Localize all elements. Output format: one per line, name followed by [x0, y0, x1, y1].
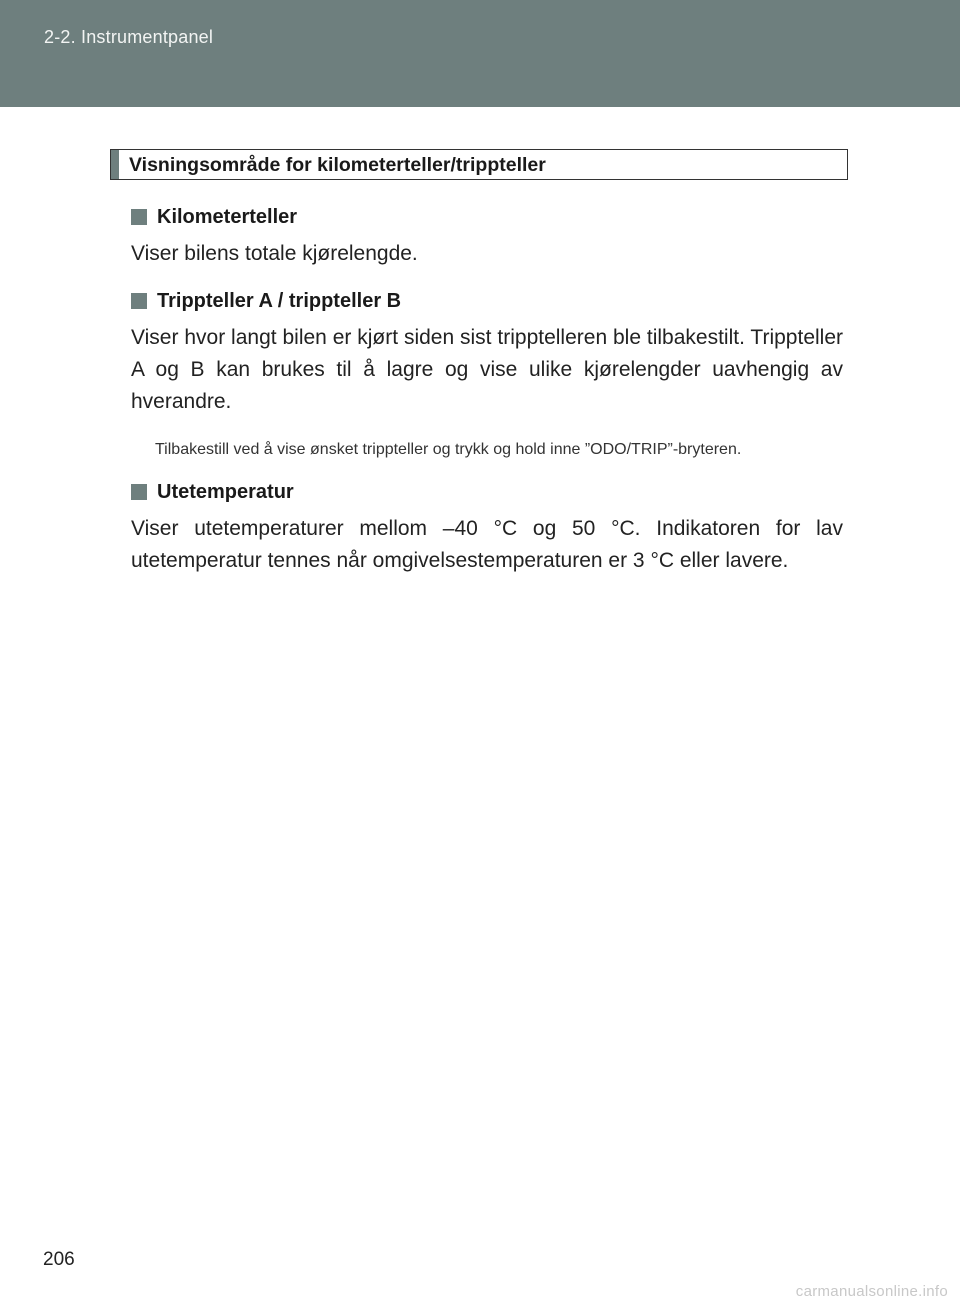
page-number: 206 — [43, 1249, 75, 1270]
section-title: Visningsområde for kilometerteller/trippteller — [129, 154, 546, 176]
header-band — [0, 0, 960, 107]
square-bullet-icon — [131, 209, 147, 225]
subheading-label: Kilometerteller — [157, 205, 298, 228]
paragraph-trippteller: Viser hvor langt bilen er kjørt siden sist tripptelleren ble tilbakestilt. Trippteller A og B kan brukes til å lagre og vise ulike kjørelengder uavhengig av hverandre. — [131, 326, 843, 413]
subheading-utetemperatur — [131, 475, 843, 509]
square-bullet-icon — [131, 484, 147, 500]
subheading-kilometerteller — [131, 200, 843, 234]
paragraph-kilometerteller: Viser bilens totale kjørelengde. — [131, 242, 418, 265]
chapter-title: 2-2. Instrumentpanel — [44, 27, 214, 47]
section-title-box — [110, 149, 848, 180]
subheading-trippteller — [131, 284, 843, 318]
note-trippteller-reset: Tilbakestill ved å vise ønsket trippteller og trykk og hold inne ”ODO/TRIP”-bryteren. — [155, 441, 742, 458]
watermark: carmanualsonline.info — [795, 1283, 948, 1300]
paragraph-utetemperatur: Viser utetemperaturer mellom –40 °C og 50 °C. Indikatoren for lav utetemperatur tennes når omgivelsestemperaturen er 3 °C eller lavere. — [131, 517, 843, 572]
content-area — [131, 200, 843, 577]
square-bullet-icon — [131, 293, 147, 309]
subheading-label: Utetemperatur — [157, 480, 294, 503]
section-title-accent-bar — [111, 150, 119, 179]
subheading-label: Trippteller A / trippteller B — [157, 289, 402, 312]
